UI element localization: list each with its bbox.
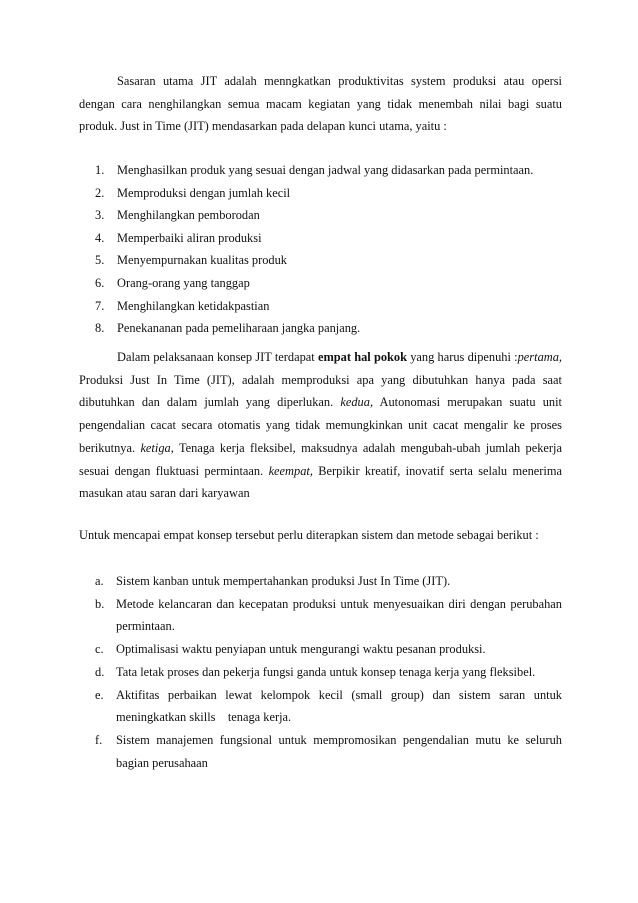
list-item-text: Sistem manajemen fungsional untuk mempromosikan pengendalian mutu ke seluruh bagian perusahaan	[116, 732, 562, 770]
intro-paragraph: Sasaran utama JIT adalah menngkatkan produktivitas system produksi atau opersi dengan cara nenghilangkan semua macam kegiatan yang tidak menembah nilai bagi suatu produk. Just in Time (JIT) mendasarkan pada delapan kunci utama, yaitu :	[79, 74, 562, 134]
list-number: 5.	[95, 253, 105, 268]
list-item	[95, 570, 562, 593]
emphasis-italic: keempat,	[268, 463, 313, 478]
list-number: 8.	[95, 321, 105, 336]
list-item	[95, 182, 565, 205]
list-item-text: Aktifitas perbaikan lewat kelompok kecil (small group) dan sistem saran untuk meningkatkan skills tenaga kerja.	[116, 687, 566, 725]
list-item	[95, 295, 565, 318]
list-letter: d.	[95, 664, 105, 679]
list-item	[95, 204, 565, 227]
list-item-text: Menyempurnakan kualitas produk	[117, 253, 287, 268]
list-number: 7.	[95, 298, 105, 313]
list-item	[95, 661, 562, 684]
list-item-text: Sistem kanban untuk mempertahankan produksi Just In Time (JIT).	[116, 574, 451, 588]
list-item	[95, 317, 565, 340]
list-item-text: Orang-orang yang tanggap	[117, 275, 250, 290]
list-item	[95, 593, 562, 638]
list-item-text: Metode kelancaran dan kecepatan produksi untuk menyesuaikan diri dengan perubahan permintaan.	[116, 596, 562, 634]
methods-list	[95, 570, 566, 774]
list-letter: c.	[95, 642, 104, 657]
list-item	[95, 227, 565, 250]
list-letter: f.	[95, 732, 103, 747]
list-letter: e.	[95, 687, 104, 702]
key-points-list	[95, 159, 565, 340]
emphasis-italic: kedua,	[340, 395, 374, 410]
list-number: 4.	[95, 230, 105, 245]
list-item-text: Penekananan pada pemeliharaan jangka panjang.	[117, 321, 361, 336]
list-item	[95, 684, 566, 729]
emphasis-italic: ketiga,	[140, 440, 174, 455]
list-item	[95, 272, 565, 295]
list-item-text: Memperbaiki aliran produksi	[117, 230, 262, 245]
list-item-text: Optimalisasi waktu penyiapan untuk mengurangi waktu pesanan produksi.	[116, 642, 486, 657]
text-run: Berpikir kreatif, inovatif serta selalu menerima masukan atau saran dari karyawan	[79, 463, 562, 501]
concept-paragraph	[79, 346, 562, 505]
list-item	[95, 729, 562, 774]
list-item-text: Tata letak proses dan pekerja fungsi ganda untuk konsep tenaga kerja yang fleksibel.	[116, 664, 536, 679]
list-number: 6.	[95, 275, 105, 290]
list-item-text: Menghilangkan pemborodan	[117, 208, 260, 223]
list-item	[95, 249, 565, 272]
list-number: 3.	[95, 208, 105, 223]
method-intro-paragraph: Untuk mencapai empat konsep tersebut perlu diterapkan sistem dan metode sebagai berikut :	[79, 528, 539, 542]
text-run: Tenaga kerja fleksibel, maksudnya adalah mengubah-ubah jumlah pekerja sesuai dengan fluktuasi permintaan.	[79, 440, 562, 478]
text-run: Produksi Just In Time (JIT), adalah memproduksi apa yang dibutuhkan hanya pada saat dibutuhkan dan dalam jumlah yang diperlukan.	[79, 372, 562, 410]
emphasis-bold: empat hal pokok	[317, 350, 408, 364]
list-number: 2.	[95, 185, 105, 200]
list-number: 1.	[95, 163, 105, 177]
list-letter: b.	[95, 596, 105, 611]
list-item-text: Menghasilkan produk yang sesuai dengan jadwal yang didasarkan pada permintaan.	[117, 163, 534, 177]
list-item	[95, 638, 562, 661]
list-item-text: Menghilangkan ketidakpastian	[117, 298, 270, 313]
text-run: Autonomasi merupakan suatu unit pengendalian cacat secara otomatis yang tidak memungkinkan unit cacat mengalir ke proses berikutnya.	[79, 395, 562, 455]
text-run: yang harus dipenuhi :	[407, 350, 518, 364]
list-item-text: Memproduksi dengan jumlah kecil	[117, 185, 291, 200]
list-item	[95, 159, 565, 182]
emphasis-italic: pertama,	[517, 350, 563, 364]
list-letter: a.	[95, 574, 104, 588]
text-run: Dalam pelaksanaan konsep JIT terdapat	[117, 350, 318, 364]
